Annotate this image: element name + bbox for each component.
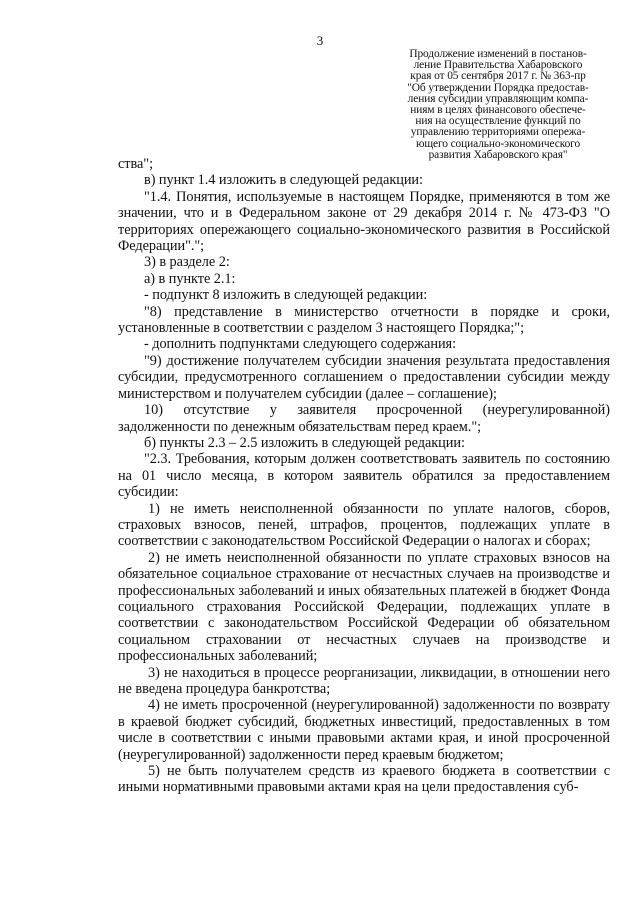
body-paragraph: ства";: [118, 156, 154, 172]
body-paragraph: 10) отсутствие у заявителя просроченной (неурегулированной) задолженности по денежным обязательствам перед краем.";: [118, 402, 610, 435]
body-paragraph: 3) не находиться в процессе реорганизации, ликвидации, в отношении него не введена процедура банкротства;: [118, 664, 610, 697]
body-paragraph: 5) не быть получателем средств из краевого бюджета в соответствии с иными нормативными правовыми актами края на цели предоставления суб-: [118, 763, 610, 796]
body-paragraph: а) в пункте 2.1:: [144, 270, 236, 287]
body-paragraph: 1) не иметь неисполненной обязанности по уплате налогов, сборов, страховых взносов, пеней, штрафов, процентов, подлежащих уплате в соответствии с законодательством Российской Федерации о налогах и сборах;: [118, 500, 610, 550]
body-paragraph: 2) не иметь неисполненной обязанности по уплате страховых взносов на обязательное социальное страхование от несчастных случаев на производстве и профессиональных заболеваний и иных обязательных платежей в бюджет Фонда социального страхования Российской Федерации, подлежащих уплате в соответствии с законодательством Российской Федерации об обязательном социальном страховании от несчастных случаев на производстве и профессиональных заболеваний;: [118, 549, 610, 665]
body-paragraph: б) пункты 2.3 – 2.5 изложить в следующей редакции:: [144, 434, 465, 451]
header-note-line: развития Хабаровского края": [428, 148, 568, 161]
header-note-line: ющего социально-экономического: [415, 137, 581, 150]
body-paragraph: "2.3. Требования, которым должен соответствовать заявитель по состоянию на 01 число месяца, в котором заявитель обратился за предоставлением субсидии:: [118, 451, 610, 501]
header-note-line: ления субсидии управляющим компа-: [407, 92, 589, 105]
header-note-line: ление Правительства Хабаровского: [413, 59, 583, 72]
body-paragraph: 4) не иметь просроченной (неурегулированной) задолженности по возврату в краевой бюджет субсидий, бюджетных инвестиций, предоставленных в том числе в соответствии с иными правовыми актами края, и иной просроченной (неурегулированной) задолженности перед краевым бюджетом;: [118, 697, 610, 763]
header-note-line: края от 05 сентября 2017 г. № 363-пр: [410, 70, 586, 83]
body-paragraph: - дополнить подпунктами следующего содержания:: [144, 336, 457, 353]
header-note-line: ния на осуществление функций по: [415, 115, 581, 128]
body-paragraph: "9) достижение получателем субсидии значения результата предоставления субсидии, предусмотренного соглашением о предоставлении субсидии между министерством и получателем субсидии (далее – соглашение);: [118, 352, 610, 402]
body-paragraph: 3) в разделе 2:: [144, 254, 230, 271]
document-body: [118, 156, 610, 796]
body-paragraph: "8) представление в министерство отчетности в порядке и сроки, установленные в соответствии с разделом 3 настоящего Порядка;";: [118, 303, 610, 337]
header-note-line: ниям в целях финансового обеспече-: [410, 104, 586, 117]
body-paragraph: "1.4. Понятия, используемые в настоящем Порядке, применяются в том же значении, что и в Федеральном законе от 29 декабря 2014 г. № 473-ФЗ "О территориях опережающего социально-экономического развития в Российской Федерации".";: [118, 188, 610, 255]
body-paragraph: в) пункт 1.4 изложить в следующей редакции:: [144, 172, 423, 189]
header-note-line: управлению территориями опережа-: [410, 126, 586, 139]
header-note: [382, 49, 614, 161]
body-paragraph: - подпункт 8 изложить в следующей редакции:: [144, 287, 428, 304]
page-number: 3: [316, 33, 324, 48]
header-note-line: Продолжение изменений в постанов-: [409, 48, 587, 60]
header-note-line: "Об утверждении Порядка предостав-: [407, 81, 589, 94]
